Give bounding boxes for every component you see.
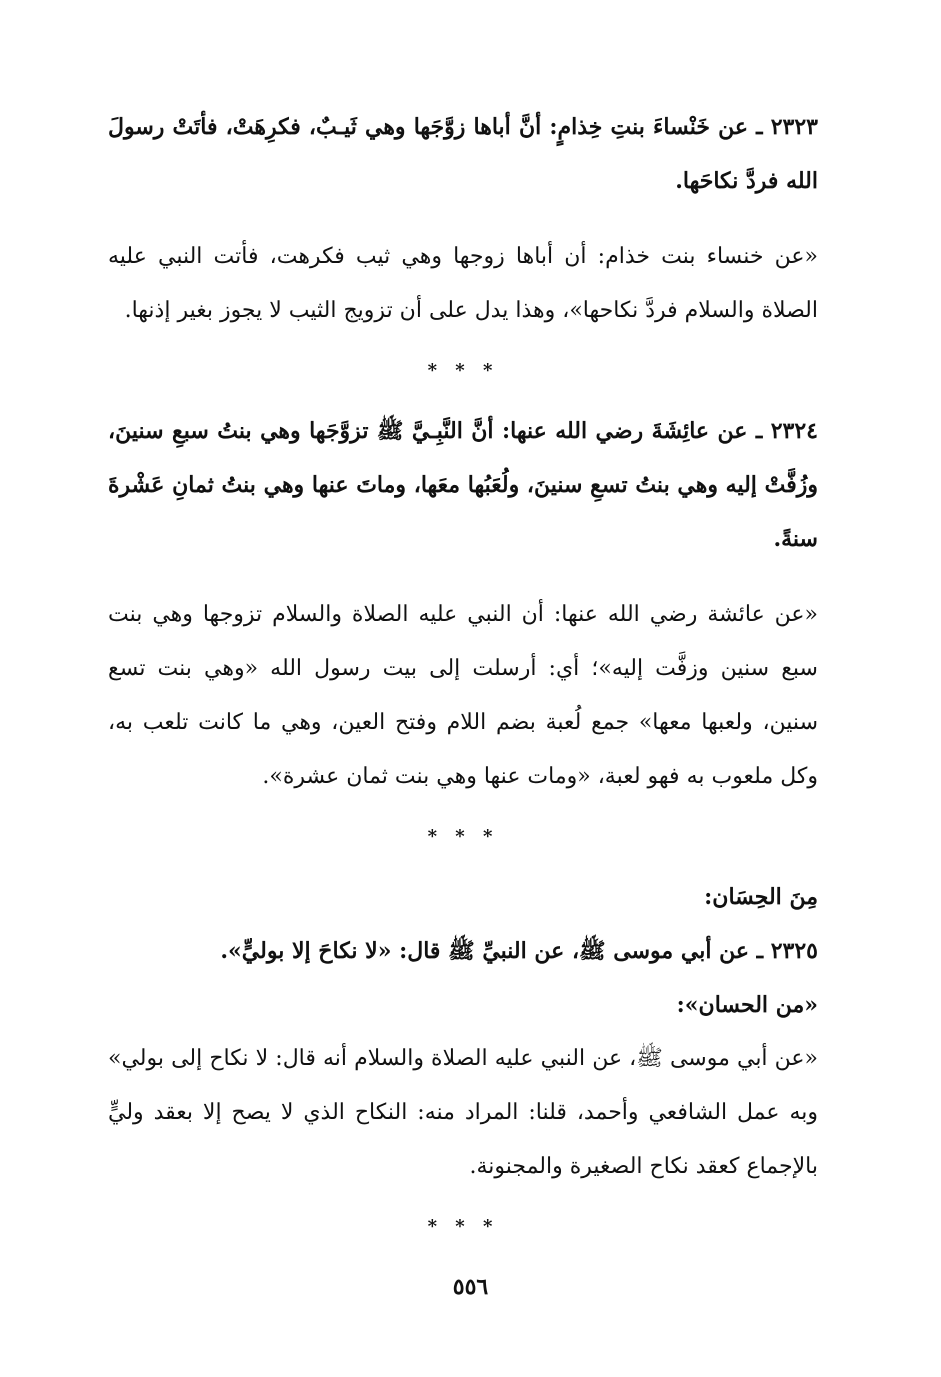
section-heading: مِنَ الحِسَان: — [704, 884, 818, 910]
page-body — [108, 100, 818, 1260]
hadith-2324: ٢٣٢٤ ـ عن عائِشَةَ رضي الله عنها: أنَّ النَّبِـيَّ ﷺ تزوَّجَها وهي بنتُ سبعِ سنينَ، وزُفَّتْ إليه وهي بنتُ تسعِ سنينَ، ولُعَبُها معَها، وماتَ عنها وهي بنتُ ثمانِ عَشْرةَ سنةً. — [108, 418, 818, 552]
commentary-2324: «عن عائشة رضي الله عنها: أن النبي عليه الصلاة والسلام تزوجها وهي بنت سبع سنين وزفَّت إليه»؛ أي: أرسلت إلى بيت رسول الله «وهي بنت تسع سنين، ولعبها معها» جمع لُعبة بضم اللام وفتح العين، وهي ما كانت تلعب به، وكل ملعوب به فهو لعبة، «ومات عنها وهي بنت ثمان عشرة». — [108, 602, 818, 789]
separator: * * * — [427, 360, 499, 381]
separator: * * * — [427, 1216, 499, 1237]
hadith-2323: ٢٣٢٣ ـ عن خَنْساءَ بنتِ خِذامٍ: أنَّ أباها زوَّجَها وهي ثَيـبٌ، فكرِهَتْ، فأتَتْ رسولَ الله فردَّ نكاحَها. — [108, 114, 818, 194]
separator: * * * — [427, 826, 499, 847]
commentary-2323: «عن خنساء بنت خذام: أن أباها زوجها وهي ثيب فكرهت، فأتت النبي عليه الصلاة والسلام فردَّ نكاحها»، وهذا يدل على أن تزويج الثيب لا يجوز بغير إذنها. — [108, 244, 818, 323]
hadith-2325: ٢٣٢٥ ـ عن أبي موسى ﷺ، عن النبيِّ ﷺ قال: «لا نكاحَ إلا بوليٍّ». — [220, 938, 818, 964]
page-number: ٥٥٦ — [452, 1274, 489, 1300]
commentary-2325: «عن أبي موسى ﷺ، عن النبي عليه الصلاة والسلام أنه قال: لا نكاح إلى بولي» وبه عمل الشافعي وأحمد، قلنا: المراد منه: النكاح الذي لا يصح إلا بعقد وليٍّ بالإجماع كعقد نكاح الصغيرة والمجنونة. — [108, 1046, 818, 1179]
commentary-heading: «من الحسان»: — [676, 992, 818, 1018]
